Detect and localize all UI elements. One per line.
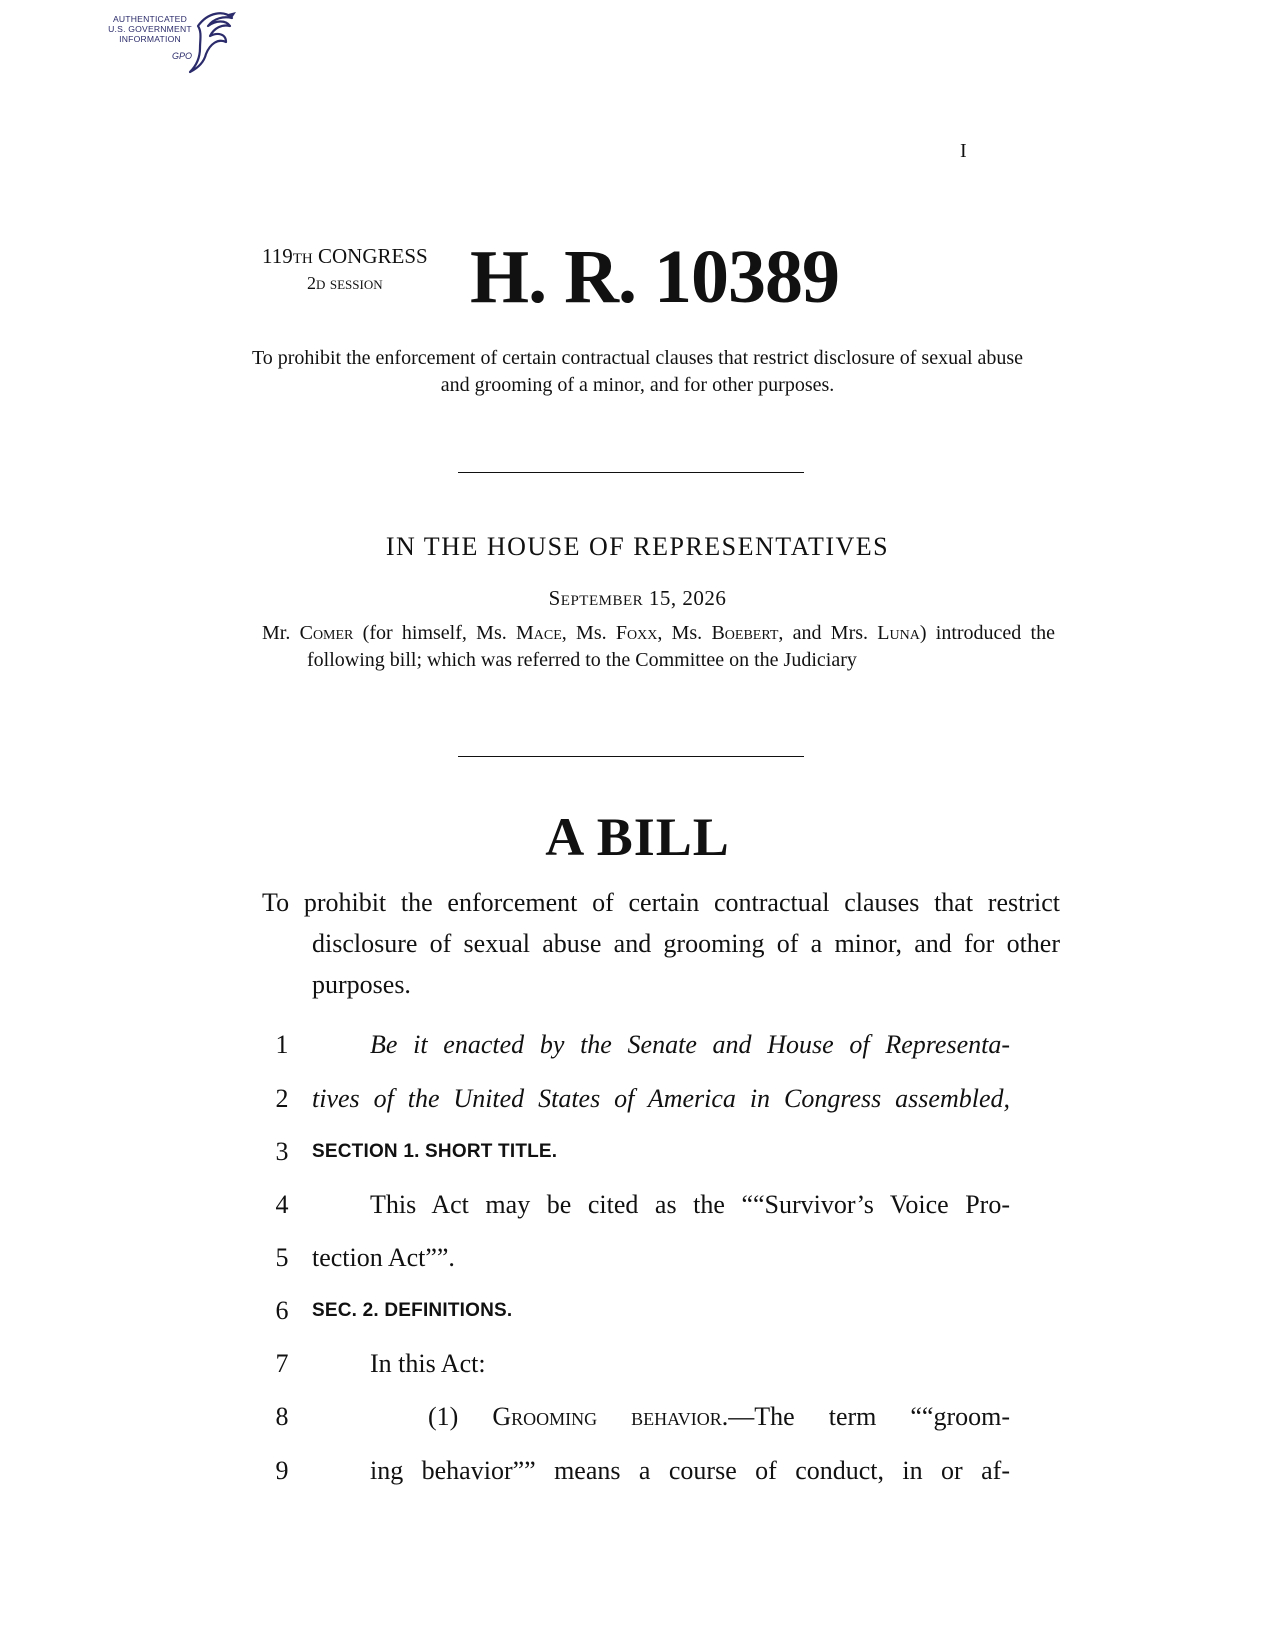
section-heading: SECTION 1. SHORT TITLE.	[312, 1141, 558, 1162]
line-number: 1	[275, 1030, 289, 1059]
sponsor-text: ) introduced the following bill; which was referred to the Committee on the Judiciary	[307, 622, 1055, 671]
cosponsor-name: Luna	[877, 622, 920, 644]
introduction-date: September 15, 2026	[548, 586, 727, 610]
seal-line-2: U.S. GOVERNMENT	[108, 24, 192, 34]
divider	[458, 472, 804, 473]
cosponsor-name: Boebert	[711, 622, 779, 644]
line-number: 3	[275, 1137, 289, 1166]
page-marker: I	[960, 140, 967, 162]
divider	[458, 756, 804, 757]
line-number: 7	[275, 1349, 289, 1378]
sponsor-text: , and Mrs.	[778, 622, 878, 644]
seal-line-1: AUTHENTICATED	[112, 14, 188, 24]
bill-number: H. R. 10389	[470, 235, 839, 319]
line-number: 8	[275, 1402, 289, 1431]
bill-text-line: In this Act:	[370, 1349, 486, 1378]
seal-text	[100, 14, 200, 44]
sponsor-text: (for himself, Ms.	[353, 622, 516, 644]
sponsor-text: , Ms.	[561, 622, 616, 644]
definition-text: .—The term ““groom-	[721, 1402, 1010, 1431]
gpo-authentication-seal	[100, 8, 240, 74]
line-number: 6	[275, 1296, 289, 1325]
line-number: 9	[275, 1456, 289, 1485]
sponsors-statement	[262, 620, 1055, 674]
session-suffix: D	[316, 277, 326, 292]
line-number: 2	[275, 1084, 289, 1113]
enacting-clause-line: tives of the United States of America in Congress assembled,	[312, 1084, 1010, 1113]
paragraph-number: (1)	[428, 1402, 493, 1431]
line-number: 5	[275, 1243, 289, 1272]
session-label	[307, 271, 472, 297]
section-heading: SEC. 2. DEFINITIONS.	[312, 1300, 513, 1321]
a-bill-heading: A BILL	[545, 807, 730, 867]
definition-line: ing behavior”” means a course of conduct, in or af-	[370, 1456, 1010, 1485]
long-title: To prohibit the enforcement of certain contractual clauses that restrict disclosure of sexual abuse and grooming of a minor, and for other purposes.	[262, 888, 1060, 999]
congress-number: 119	[262, 244, 293, 268]
eagle-icon	[188, 8, 240, 74]
seal-line-3: INFORMATION	[119, 34, 181, 44]
session-number: 2	[307, 273, 316, 293]
bill-text-line: tection Act””.	[312, 1243, 455, 1272]
sponsor-text: , Ms.	[657, 622, 712, 644]
congress-label	[262, 244, 472, 271]
cosponsor-name: Mace	[515, 622, 562, 644]
session-word: SESSION	[329, 277, 383, 292]
bill-text-line: This Act may be cited as the ““Survivor’s Voice Pro-	[370, 1190, 1010, 1219]
sponsor-name: Comer	[299, 622, 354, 644]
congress-suffix: TH	[292, 251, 313, 267]
congress-word: CONGRESS	[317, 244, 428, 268]
defined-term-heading: Grooming behavior	[492, 1402, 722, 1431]
seal-gpo-mark: GPO	[172, 51, 193, 61]
line-number: 4	[275, 1190, 289, 1219]
definition-line	[312, 1402, 1010, 1432]
sponsor-text: Mr.	[262, 622, 300, 644]
congress-session-block	[262, 244, 472, 297]
chamber-heading: IN THE HOUSE OF REPRESENTATIVES	[385, 532, 890, 561]
cosponsor-name: Foxx	[615, 622, 658, 644]
purpose-summary: To prohibit the enforcement of certain contractual clauses that restrict disclosure of sexual abuse and grooming of a minor, and for other purposes.	[251, 347, 1024, 396]
enacting-clause-line: Be it enacted by the Senate and House of Representa-	[370, 1030, 1010, 1059]
